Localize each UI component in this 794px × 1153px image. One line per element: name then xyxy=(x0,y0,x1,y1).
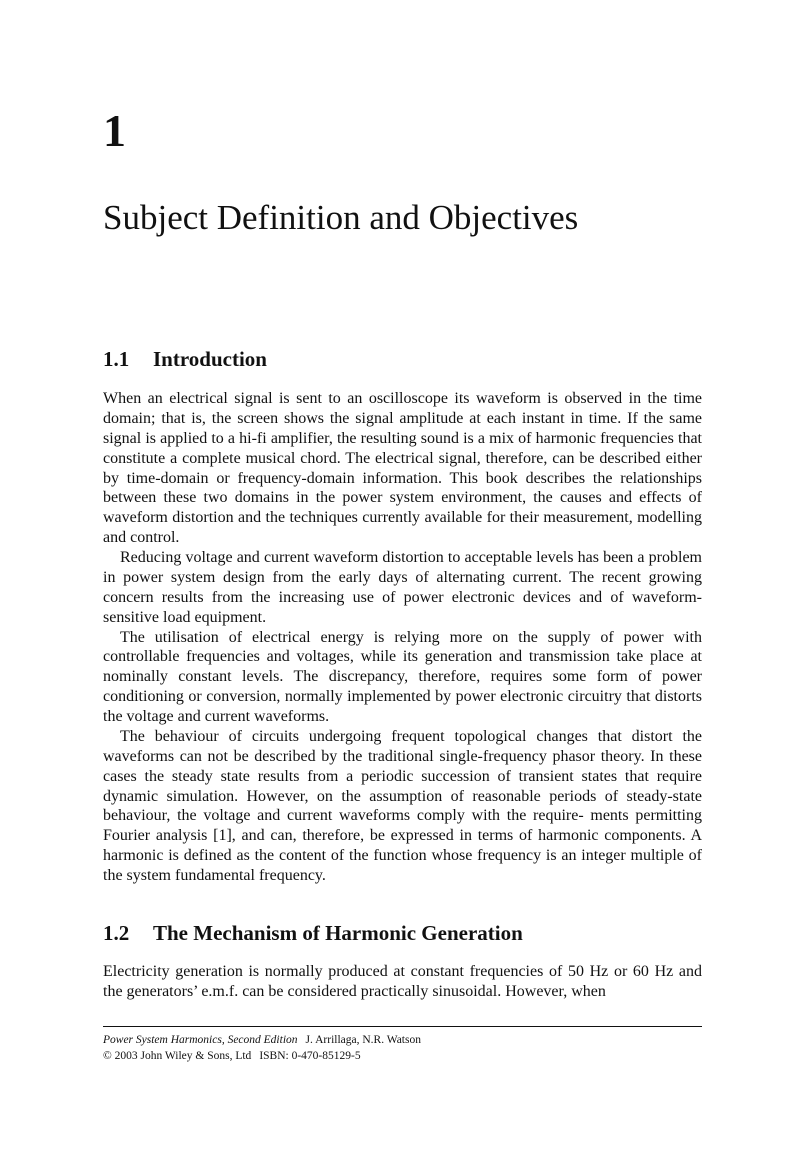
section-title: The Mechanism of Harmonic Generation xyxy=(153,921,523,945)
section-number: 1.1 xyxy=(103,347,130,371)
footer-divider xyxy=(103,1026,702,1027)
chapter-title: Subject Definition and Objectives xyxy=(103,198,579,237)
paragraph: Reducing voltage and current waveform distortion to acceptable levels has been a problem in power system design from the early days of alternating current. The recent growing concern results from the increasing use of power electronic devices and of waveform-sensitive load equipment. xyxy=(103,549,702,626)
book-title: Power System Harmonics, Second Edition xyxy=(103,1034,298,1046)
section-body-harmonic-generation xyxy=(103,962,702,1002)
section-title: Introduction xyxy=(153,347,267,371)
paragraph: The utilisation of electrical energy is relying more on the supply of power with controllable frequencies and voltages, while its generation and transmission take place at nominally constant levels. The discrepancy, therefore, requires some form of power conditioning or conversion, normally implemented by power electronic circuitry that distorts the voltage and current waveforms. xyxy=(103,628,702,725)
paragraph: When an electrical signal is sent to an oscilloscope its waveform is observed in the time domain; that is, the screen shows the signal amplitude at each instant in time. If the same signal is applied to a hi-fi amplifier, the resulting sound is a mix of harmonic frequencies that constitute a complete musical chord. The electrical signal, therefore, can be described either by time-domain or frequency-domain information. This book describes the relationships between these two domains in the power system environment, the causes and effects of waveform distortion and the techniques currently available for their measurement, modelling and control. xyxy=(103,390,702,547)
copyright: © 2003 John Wiley & Sons, Ltd xyxy=(103,1050,252,1062)
section-body-introduction xyxy=(103,389,702,886)
isbn: ISBN: 0-470-85129-5 xyxy=(259,1050,361,1062)
footer-line-book xyxy=(103,1032,421,1048)
section-heading-introduction xyxy=(103,349,267,370)
paragraph: The behaviour of circuits undergoing frequent topological changes that distort the waveforms can not be described by the traditional single-frequency phasor theory. In these cases the steady state results from a periodic succession of transient states that require dynamic simulation. However, on the assumption of reasonable periods of steady-state behaviour, the voltage and current waveforms comply with the require- ments permitting Fourier analysis [1], and can, therefore, be expressed in terms of harmonic components. A harmonic is defined as the content of the function whose frequency is an integer multiple of the system fundamental frequency. xyxy=(103,727,702,884)
footer xyxy=(103,1032,421,1064)
chapter-number: 1 xyxy=(103,105,126,156)
section-number: 1.2 xyxy=(103,921,130,945)
footer-line-copyright xyxy=(103,1048,421,1064)
book-authors: J. Arrillaga, N.R. Watson xyxy=(305,1034,421,1046)
section-heading-harmonic-generation xyxy=(103,923,523,944)
paragraph: Electricity generation is normally produced at constant frequencies of 50 Hz or 60 Hz and the generators’ e.m.f. can be considered practically sinusoidal. However, when xyxy=(103,963,702,1000)
